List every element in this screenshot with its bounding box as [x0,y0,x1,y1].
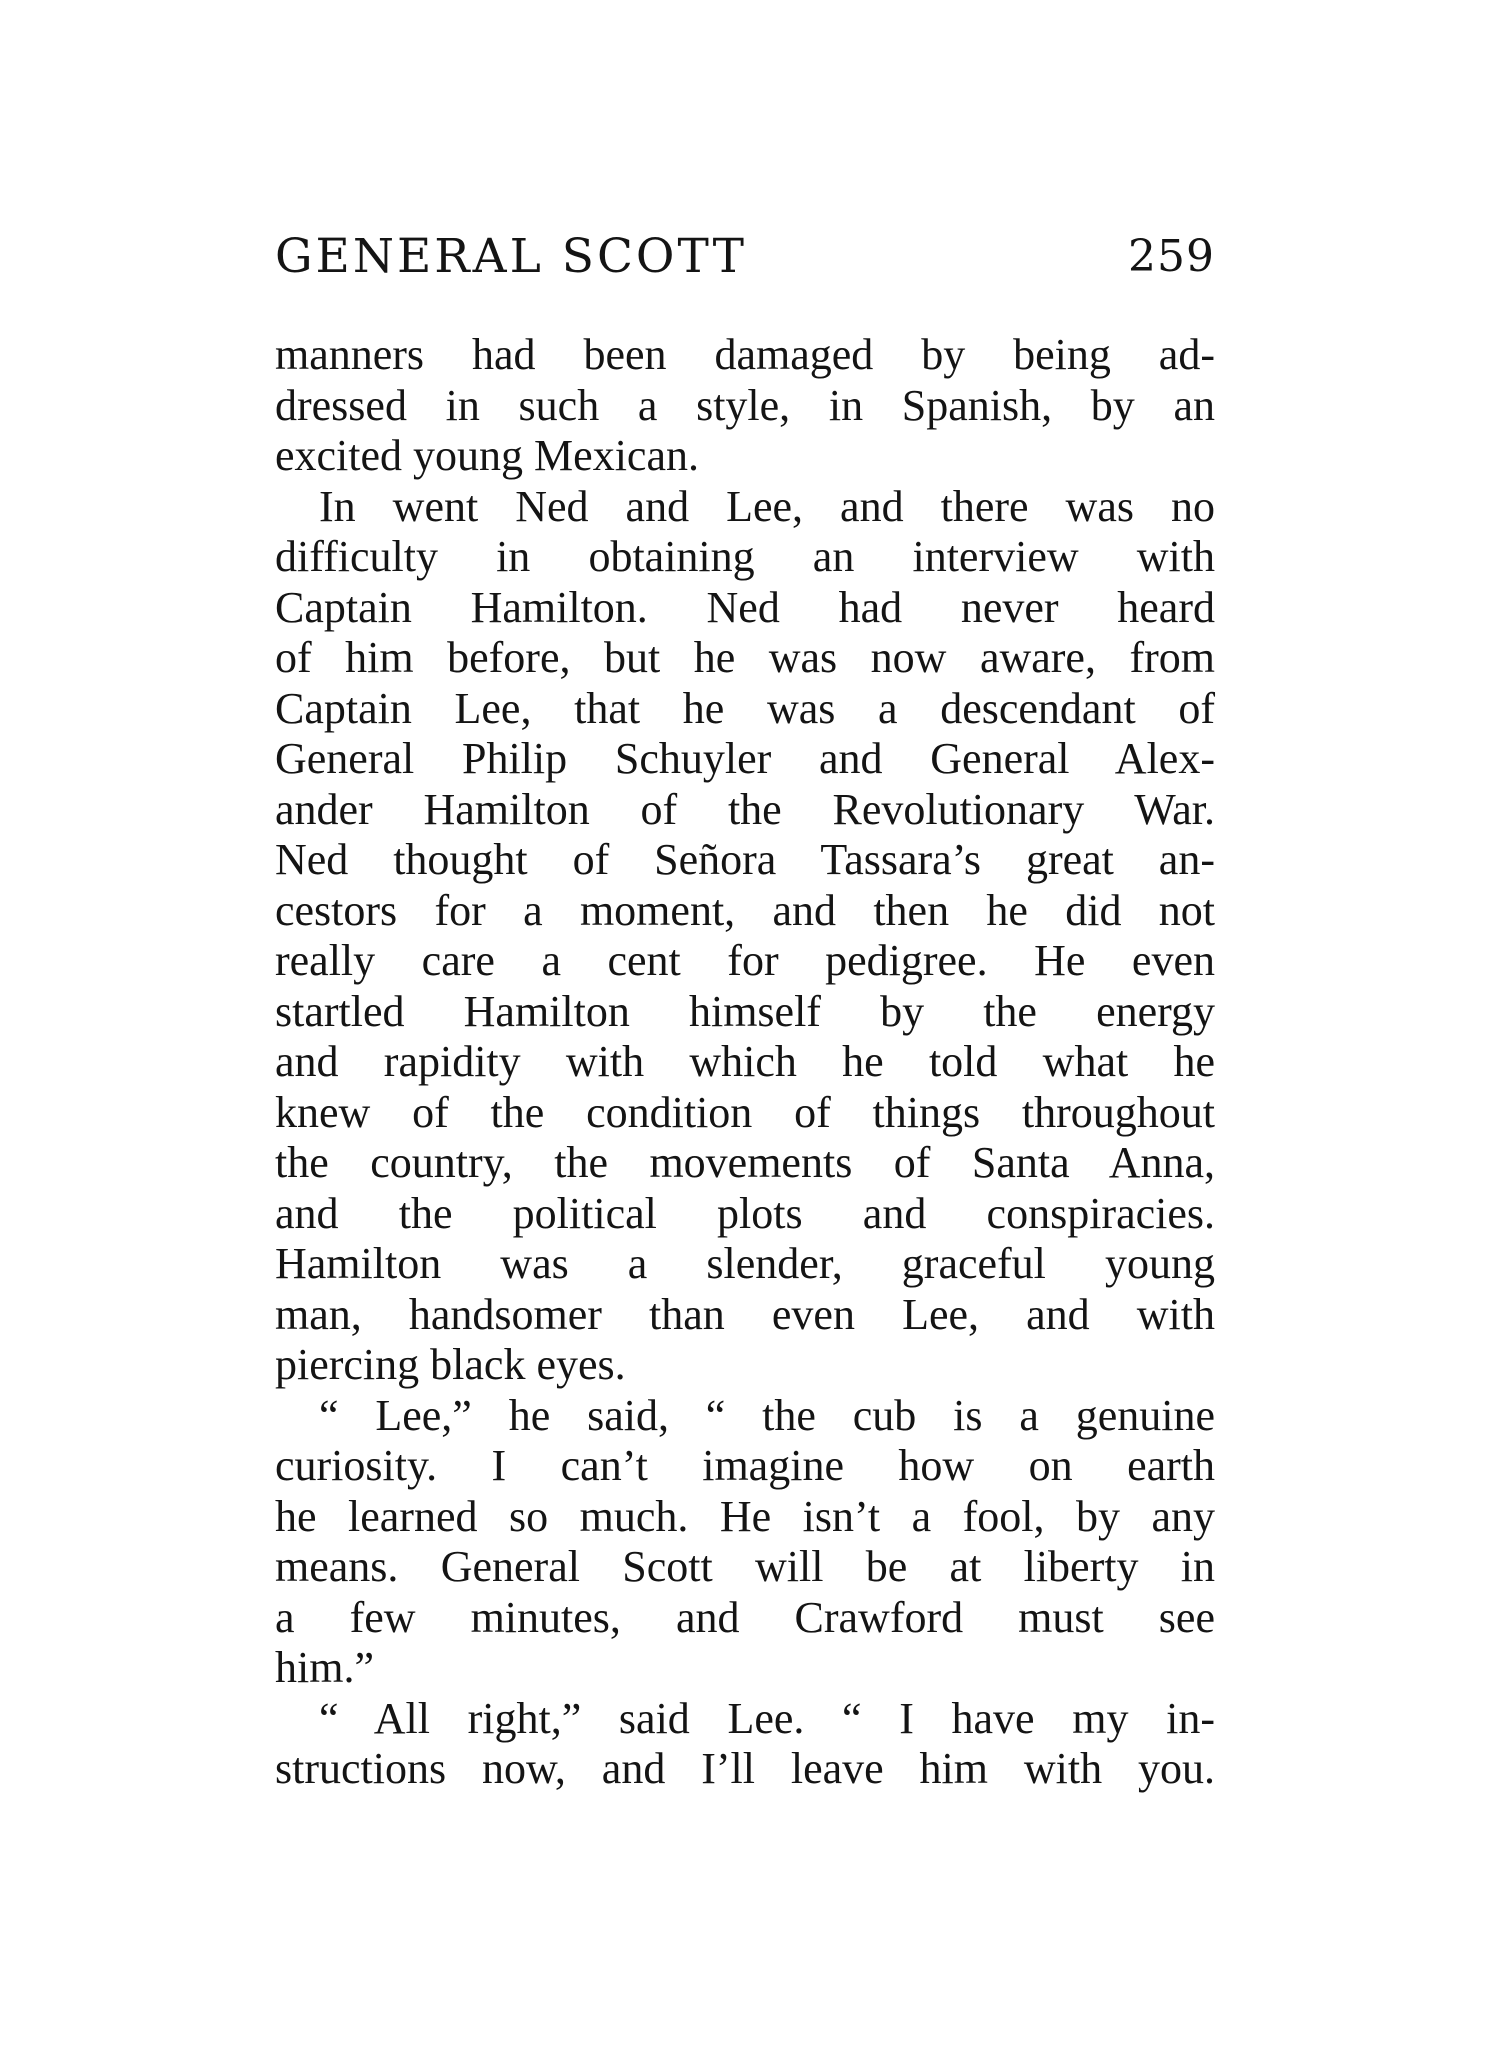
text-line: cestors for a moment, and then he did not [275,885,1215,935]
text-line: excited young Mexican. [275,431,699,480]
running-title: GENERAL SCOTT [275,229,748,284]
text-line: of him before, but he was now aware, from [275,633,1215,682]
text-line: means. General Scott will be at liberty in [275,1542,1215,1591]
text-line: ander Hamilton of the Revolutionary War. [275,784,1215,834]
text-line: the country, the movements of Santa Anna, [275,1138,1215,1187]
text-line: him.” [275,1643,374,1692]
text-line: really care a cent for pedigree. He even [275,936,1215,985]
text-line: Ned thought of Señora Tassara’s great an- [275,835,1215,884]
page-number: 259 [1128,231,1215,282]
text-line: man, handsomer than even Lee, and with [275,1289,1215,1339]
text-line: difficulty in obtaining an interview with [275,532,1215,581]
text-line: Captain Lee, that he was a descendant of [275,683,1215,733]
page-header [275,227,1215,297]
text-line: dressed in such a style, in Spanish, by an [275,380,1215,430]
text-line: curiosity. I can’t imagine how on earth [275,1441,1215,1490]
text-line: “ Lee,” he said, “ the cub is a genuine [319,1390,1215,1440]
text-line: structions now, and I’ll leave him with you. [275,1744,1215,1793]
text-line: a few minutes, and Crawford must see [275,1592,1215,1642]
body-text [275,330,1215,1795]
text-line: manners had been damaged by being ad- [275,330,1215,379]
text-line: Hamilton was a slender, graceful young [275,1239,1215,1288]
text-line: piercing black eyes. [275,1340,626,1389]
text-line: Captain Hamilton. Ned had never heard [275,582,1215,632]
text-line: In went Ned and Lee, and there was no [319,481,1215,531]
text-line: “ All right,” said Lee. “ I have my in- [319,1693,1215,1743]
text-line: knew of the condition of things throughout [275,1087,1215,1137]
text-line: General Philip Schuyler and General Alex- [275,734,1215,783]
text-line: he learned so much. He isn’t a fool, by any [275,1491,1215,1541]
text-line: startled Hamilton himself by the energy [275,986,1215,1036]
text-line: and rapidity with which he told what he [275,1037,1215,1086]
text-line: and the political plots and conspiracies. [275,1188,1215,1238]
